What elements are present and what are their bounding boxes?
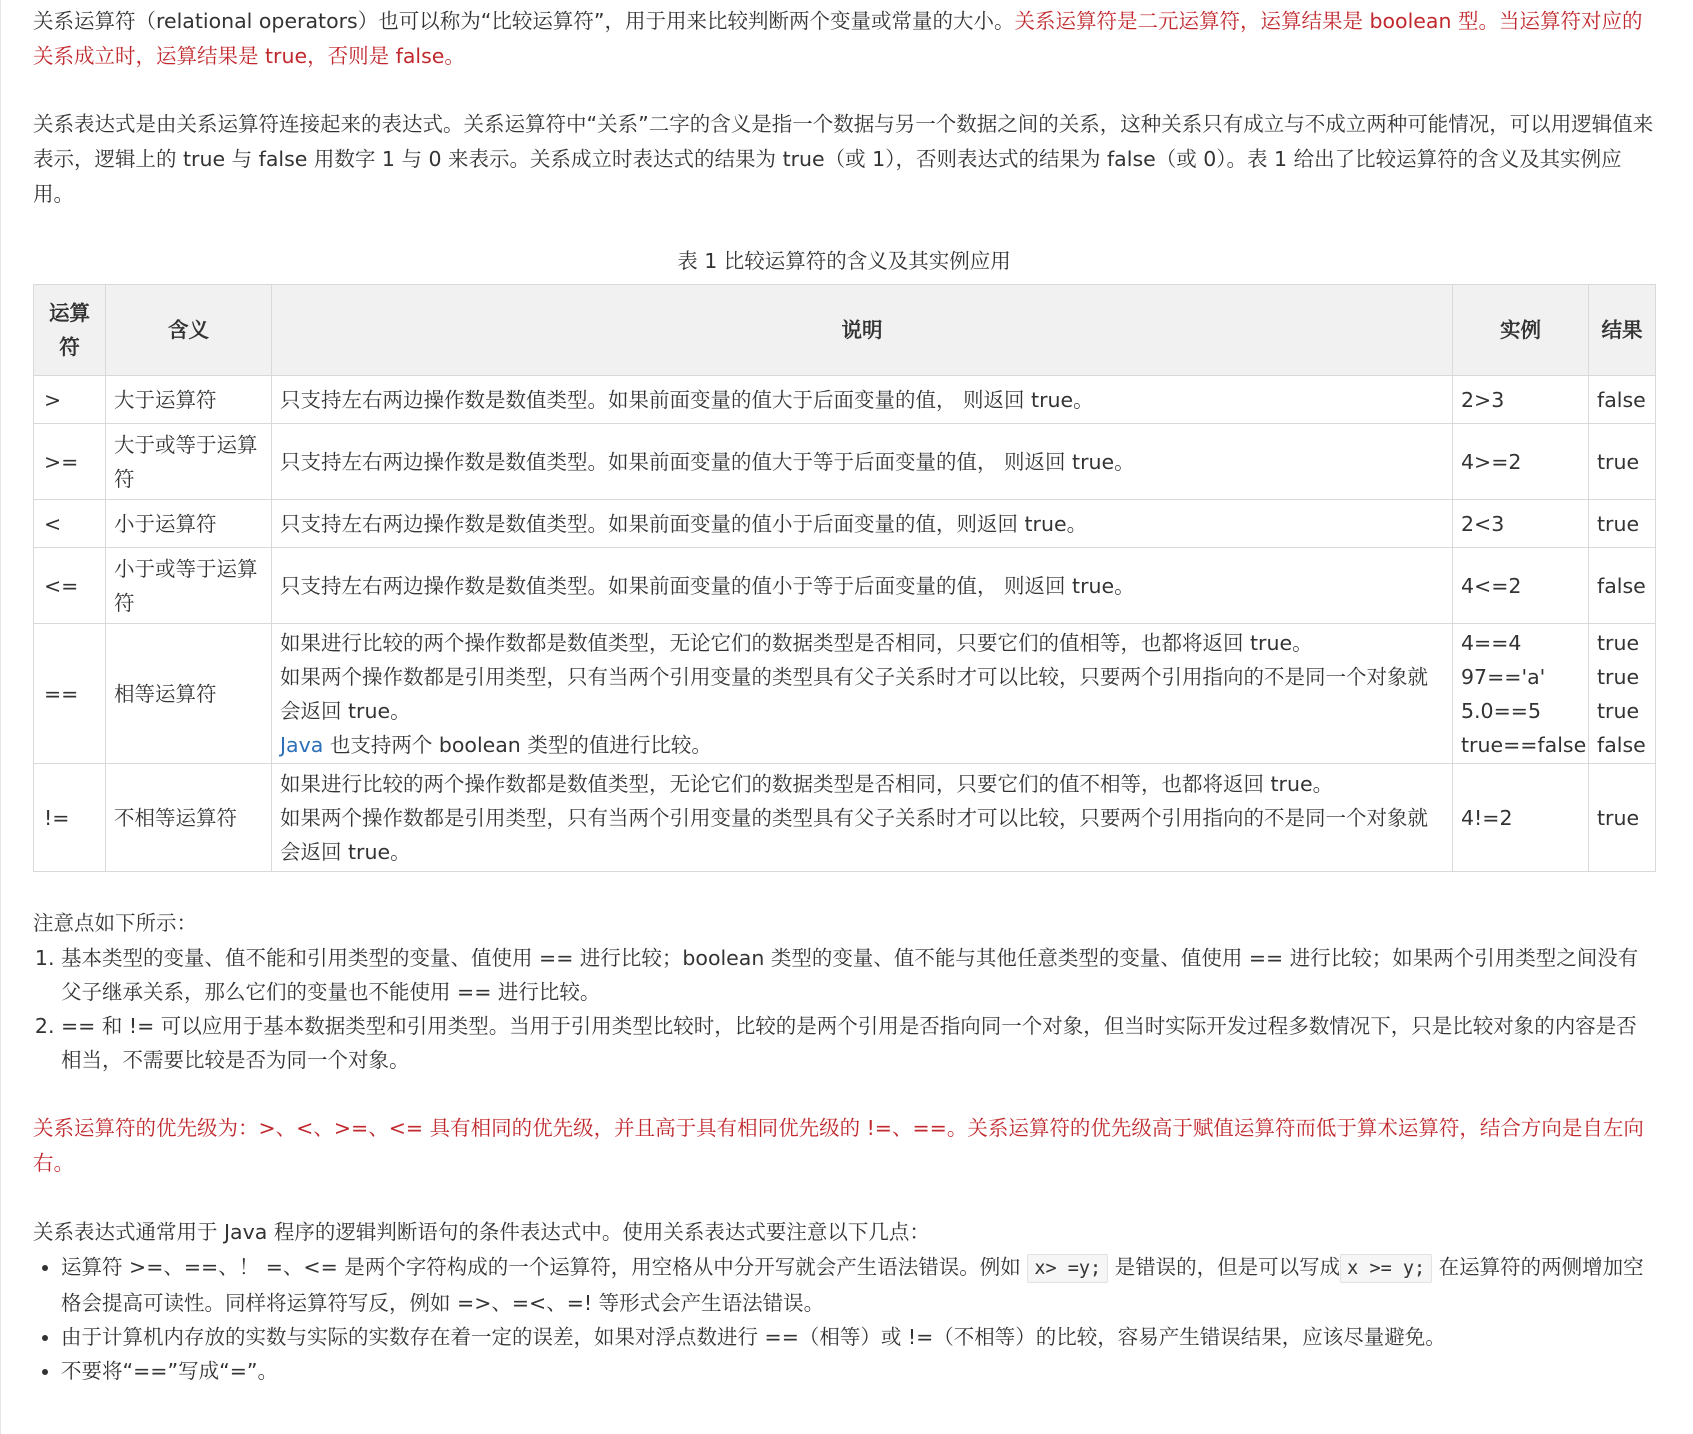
code-snippet: x >= y; [1340, 1254, 1432, 1283]
bullet-text: 运算符 >=、==、！ =、<= 是两个字符构成的一个运算符，用空格从中分开写就会产生语法错误。例如 [61, 1255, 1028, 1279]
cell-meaning: 小于或等于运算符 [106, 548, 272, 624]
description-line: 如果两个操作数都是引用类型，只有当两个引用变量的类型具有父子关系时才可以比较，只要两个引用指向的不是同一个对象就会返回 true。 [280, 664, 1428, 723]
cell-meaning: 相等运算符 [106, 624, 272, 764]
code-snippet: x> =y; [1027, 1254, 1108, 1283]
result-line: true [1597, 698, 1640, 723]
cell-result [1589, 624, 1656, 764]
cell-example [1453, 624, 1589, 764]
table-row [34, 500, 1656, 548]
intro-paragraph [33, 4, 1655, 74]
result-line: false [1597, 732, 1646, 757]
description-line: 如果两个操作数都是引用类型，只有当两个引用变量的类型具有父子关系时才可以比较，只要两个引用指向的不是同一个对象就会返回 true。 [280, 805, 1428, 864]
header-operator: 运算符 [34, 285, 106, 376]
description-line: 如果进行比较的两个操作数都是数值类型，无论它们的数据类型是否相同，只要它们的值不相等，也都将返回 true。 [280, 771, 1334, 796]
list-item: • 不要将“==”写成“=”。 [61, 1354, 1655, 1388]
table-caption: 表 1 比较运算符的含义及其实例应用 [677, 249, 1011, 273]
cell-description: 只支持左右两边操作数是数值类型。如果前面变量的值大于后面变量的值， 则返回 true。 [272, 376, 1453, 424]
list-item [61, 1250, 1655, 1320]
cell-result: true [1589, 764, 1656, 872]
example-line: true==false [1461, 732, 1587, 757]
usage-list [33, 1250, 1655, 1388]
cell-result: false [1589, 376, 1656, 424]
table-row [34, 548, 1656, 624]
list-item: • 由于计算机内存放的实数与实际的实数存在着一定的误差，如果对浮点数进行 ==（相等）或 !=（不相等）的比较，容易产生错误结果，应该尽量避免。 [61, 1320, 1655, 1354]
cell-operator: <= [34, 548, 106, 624]
cell-meaning: 大于或等于运算符 [106, 424, 272, 500]
intro-highlight: 关系运算符是二元运算符，运算结果是 boolean 型。当运算符对应的关系成立时，运算结果是 true，否则是 false。 [33, 9, 1643, 68]
cell-description: 只支持左右两边操作数是数值类型。如果前面变量的值小于等于后面变量的值， 则返回 true。 [272, 548, 1453, 624]
cell-description [272, 764, 1453, 872]
example-line: 4==4 [1461, 630, 1522, 655]
cell-operator: > [34, 376, 106, 424]
cell-description [272, 624, 1453, 764]
table-row [34, 424, 1656, 500]
list-item: 1. 基本类型的变量、值不能和引用类型的变量、值使用 == 进行比较；boolean 类型的变量、值不能与其他任意类型的变量、值使用 == 进行比较；如果两个引用类型之间没有父子继承关系，那么它们的变量也不能使用 == 进行比较。 [61, 941, 1655, 1009]
bullet-text: 是错误的，但是可以写成 [1108, 1255, 1341, 1279]
header-example: 实例 [1453, 285, 1589, 376]
cell-result: true [1589, 500, 1656, 548]
cell-description: 只支持左右两边操作数是数值类型。如果前面变量的值小于后面变量的值，则返回 true。 [272, 500, 1453, 548]
priority-paragraph: 关系运算符的优先级为：>、<、>=、<= 具有相同的优先级，并且高于具有相同优先级的 !=、==。关系运算符的优先级高于赋值运算符而低于算术运算符，结合方向是自左向右。 [33, 1116, 1644, 1175]
cell-operator: >= [34, 424, 106, 500]
example-line: 5.0==5 [1461, 698, 1541, 723]
cell-result: false [1589, 548, 1656, 624]
cell-example: 2>3 [1453, 376, 1589, 424]
bullet-text: 在运算符的两侧增加空格会提高可读性。同样将运算符写反，例如 =>、=<、=! 等形式会产生语法错误。 [61, 1255, 1644, 1315]
operators-table [33, 284, 1656, 872]
cell-example: 4>=2 [1453, 424, 1589, 500]
cell-description: 只支持左右两边操作数是数值类型。如果前面变量的值大于等于后面变量的值， 则返回 true。 [272, 424, 1453, 500]
list-item: 2. == 和 != 可以应用于基本数据类型和引用类型。当用于引用类型比较时，比较的是两个引用是否指向同一个对象，但当时实际开发过程多数情况下，只是比较对象的内容是否相当，不需要比较是否为同一个对象。 [61, 1009, 1655, 1077]
cell-meaning: 小于运算符 [106, 500, 272, 548]
java-link[interactable]: Java [280, 732, 324, 757]
left-border [0, 0, 1, 1434]
intro-text: 关系运算符（relational operators）也可以称为“比较运算符”，用于用来比较判断两个变量或常量的大小。 [33, 9, 1015, 33]
description-line [280, 728, 1444, 762]
notes-heading: 注意点如下所示： [33, 911, 197, 935]
cell-example: 2<3 [1453, 500, 1589, 548]
cell-operator: == [34, 624, 106, 764]
header-meaning: 含义 [106, 285, 272, 376]
cell-result: true [1589, 424, 1656, 500]
cell-meaning: 大于运算符 [106, 376, 272, 424]
table-row [34, 376, 1656, 424]
table-header-row [34, 285, 1656, 376]
usage-heading: 关系表达式通常用于 Java 程序的逻辑判断语句的条件表达式中。使用关系表达式要注意以下几点： [33, 1220, 930, 1244]
table-row [34, 624, 1656, 764]
article-body [33, 0, 1655, 1388]
cell-meaning: 不相等运算符 [106, 764, 272, 872]
cell-example: 4<=2 [1453, 548, 1589, 624]
cell-example: 4!=2 [1453, 764, 1589, 872]
header-result: 结果 [1589, 285, 1656, 376]
example-line: 97=='a' [1461, 664, 1546, 689]
cell-operator: < [34, 500, 106, 548]
result-line: true [1597, 664, 1640, 689]
header-description: 说明 [272, 285, 1453, 376]
result-line: true [1597, 630, 1640, 655]
description-line: 如果进行比较的两个操作数都是数值类型，无论它们的数据类型是否相同，只要它们的值相等，也都将返回 true。 [280, 630, 1313, 655]
description-tail: 也支持两个 boolean 类型的值进行比较。 [323, 732, 712, 757]
cell-operator: != [34, 764, 106, 872]
relational-expression-paragraph: 关系表达式是由关系运算符连接起来的表达式。关系运算符中“关系”二字的含义是指一个数据与另一个数据之间的关系，这种关系只有成立与不成立两种可能情况，可以用逻辑值来表示，逻辑上的 true 与 false 用数字 1 与 0 来表示。关系成立时表达式的结果为 true（或 1），否则表达式的结果为 false（或 0）。表 1 给出了比较运算符的含义及其实例应用。 [33, 112, 1654, 206]
notes-list [33, 941, 1655, 1077]
table-row [34, 764, 1656, 872]
